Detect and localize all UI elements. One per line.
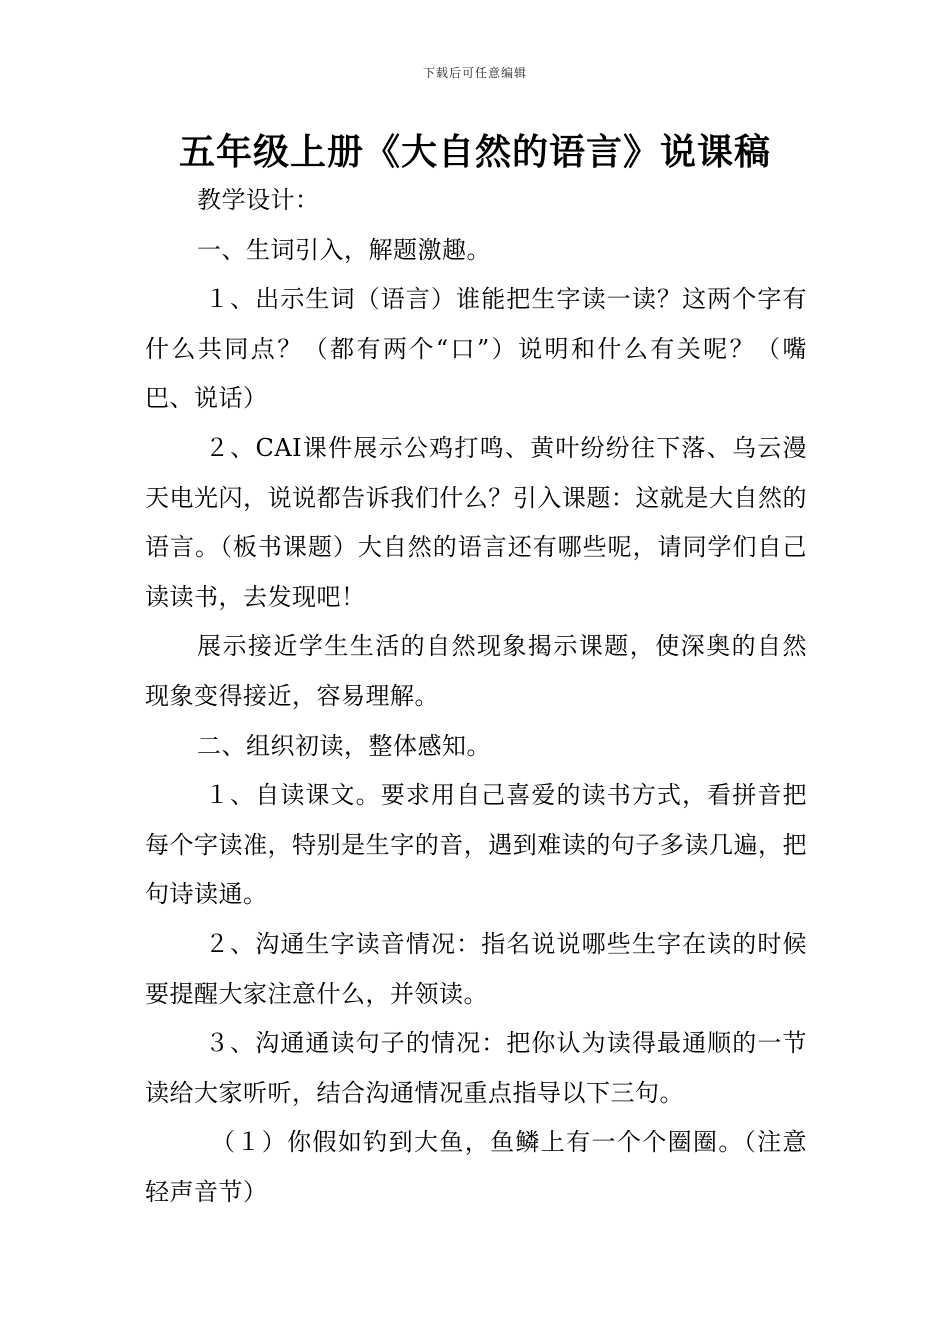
header-note: 下载后可任意编辑 [422, 66, 527, 80]
paragraph-item-2-3: ３、沟通通读句子的情况：把你认为读得最通顺的一节读给大家听听，结合沟通情况重点指导以下三句。 [145, 1029, 807, 1107]
paragraph-item-2-1: １、自读课文。要求用自己喜爱的读书方式，看拼音把每个字读准，特别是生字的音，遇到难读的句子多读几遍，把句诗读通。 [145, 781, 807, 909]
paragraph-section-label: 教学设计： [197, 186, 320, 214]
paragraph-heading-2: 二、组织初读，整体感知。 [197, 731, 491, 760]
paragraph-item-2-2: ２、沟通生字读音情况：指名说说哪些生字在读的时候要提醒大家注意什么，并领读。 [145, 929, 807, 1008]
document-body [145, 176, 807, 1217]
paragraph-explanation: 展示接近学生生活的自然现象揭示课题，使深奥的自然现象变得接近，容易理解。 [145, 632, 807, 710]
document-title: 五年级上册《大自然的语言》说课稿 [178, 132, 771, 173]
paragraph-sub-item-1: （１）你假如钓到大鱼，鱼鳞上有一个个圈圈。（注意轻声音节） [145, 1128, 807, 1206]
paragraph-item-1-2: ２、CAI课件展示公鸡打鸣、黄叶纷纷往下落、乌云漫天电光闪，说说都告诉我们什么？引入课题：这就是大自然的语言。（板书课题）大自然的语言还有哪些呢，请同学们自己读读书，去发现吧！ [145, 433, 807, 611]
paragraph-heading-1: 一、生词引入，解题激趣。 [197, 235, 491, 264]
paragraph-item-1-1: １、出示生词（语言）谁能把生字读一读？这两个字有什么共同点？（都有两个“口”）说明和什么有关呢？（嘴巴、说话） [145, 285, 807, 413]
